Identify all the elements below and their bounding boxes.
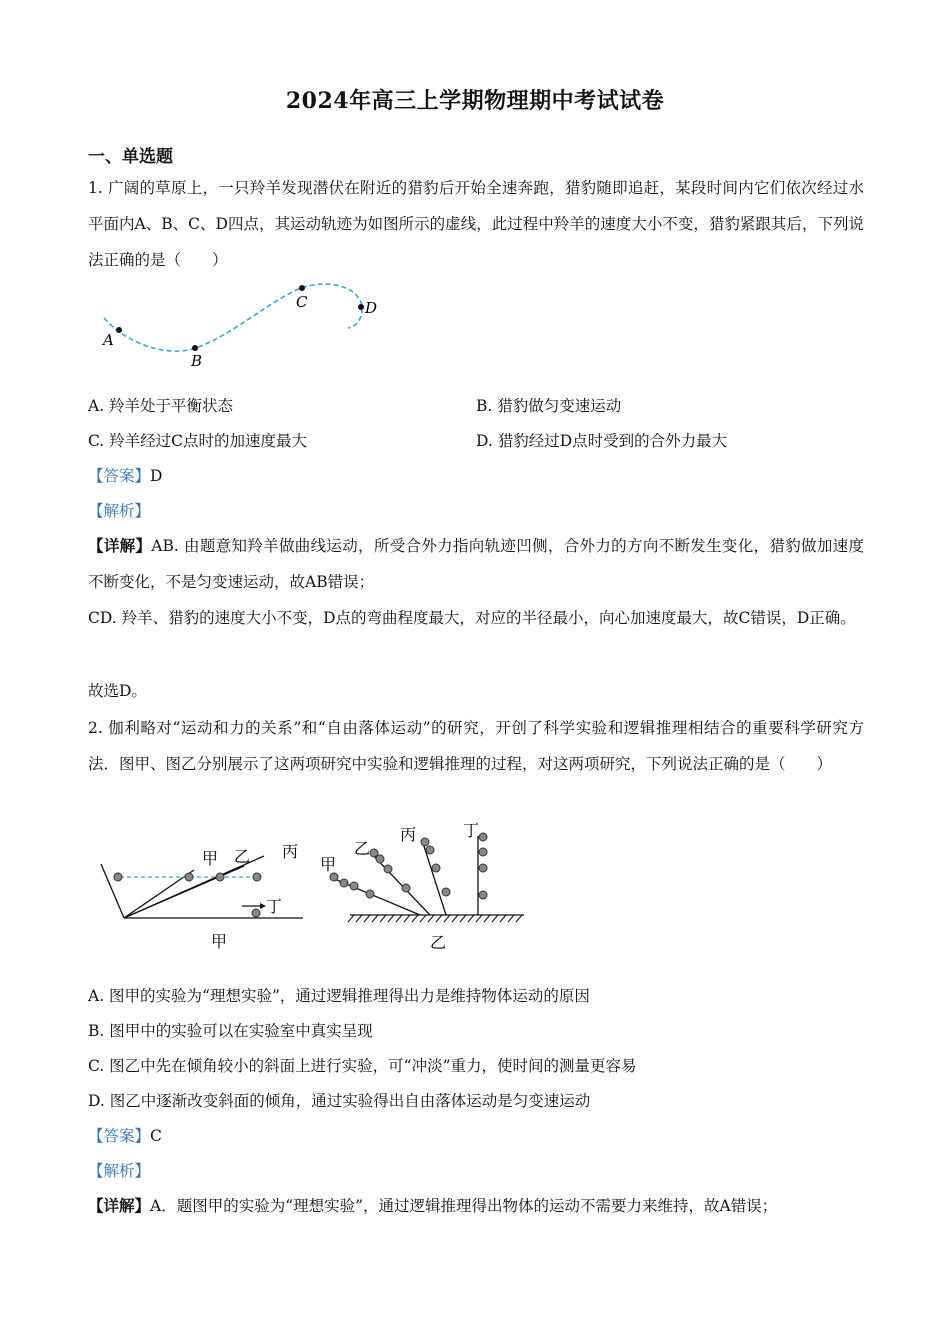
- ball: [402, 884, 410, 892]
- ball: [253, 873, 261, 881]
- ball: [114, 873, 122, 881]
- q1-detail-ab-text: AB. 由题意知羚羊做曲线运动，所受合外力指向轨迹凹侧，合外力的方向不断发生变化，猎豹做加速度不断变化，不是匀变速运动，故AB错误；: [88, 537, 864, 591]
- ball: [432, 864, 440, 872]
- ball: [376, 855, 384, 863]
- ball: [384, 865, 392, 873]
- ball: [216, 873, 224, 881]
- figure-label: 乙: [430, 933, 447, 952]
- label-a: A: [103, 331, 114, 349]
- q2-detail: [88, 1194, 777, 1218]
- section-heading: 一、单选题: [88, 147, 173, 167]
- figure-label: 甲: [202, 849, 219, 868]
- q2-option-d: D. 图乙中逐渐改变斜面的倾角，通过实验得出自由落体运动是匀变速运动: [88, 1092, 591, 1110]
- q2-analysis-tag: 【解析】: [88, 1162, 151, 1180]
- ball: [366, 890, 374, 898]
- q1-conclusion: 故选D。: [88, 682, 147, 700]
- q1-option-a: A. 羚羊处于平衡状态: [88, 397, 234, 415]
- figure-label: 丙: [282, 842, 299, 861]
- ball: [442, 888, 450, 896]
- page-title: 2024年高三上学期物理期中考试试卷: [285, 88, 665, 114]
- q2-answer: C: [150, 1127, 162, 1145]
- point-d: [358, 304, 364, 310]
- q1-detail-cd: CD. 羚羊、猎豹的速度大小不变，D点的弯曲程度最大，对应的半径最小，向心加速度最大，故C错误，D正确。: [88, 609, 856, 627]
- figure-label: 丁: [463, 821, 480, 840]
- q1-detail-tag: 【详解】: [88, 536, 152, 555]
- q1-stem: 1. 广阔的草原上，一只羚羊发现潜伏在附近的猎豹后开始全速奔跑，猎豹随即追赶，某段时间内它们依次经过水平面内A、B、C、D四点，其运动轨迹为如图所示的虚线，此过程中羚羊的速度大小不变，猎豹紧跟其后，下列说法正确的是（ ）: [88, 179, 864, 269]
- q2-detail-tag: 【详解】: [88, 1196, 151, 1215]
- q2-answer-tag: 【答案】: [88, 1127, 151, 1145]
- ball: [479, 833, 487, 841]
- q2-figure-yi: [318, 818, 528, 954]
- label-d: D: [365, 299, 378, 317]
- q2-detail-a: A．题图甲的实验为“理想实验”，通过逻辑推理得出物体的运动不需要力来维持，故A错误；: [150, 1197, 778, 1215]
- q1-trajectory-figure: [96, 278, 396, 370]
- q1-answer: D: [150, 467, 163, 485]
- q2-option-a: A. 图甲的实验为“理想实验”，通过逻辑推理得出力是维持物体运动的原因: [88, 987, 590, 1005]
- ball: [185, 873, 193, 881]
- point-b: [192, 345, 198, 351]
- q1-option-c: C. 羚羊经过C点时的加速度最大: [88, 432, 308, 450]
- q1-option-d: D. 猎豹经过D点时受到的合外力最大: [476, 432, 728, 450]
- point-c: [299, 285, 305, 291]
- q2-option-c: C. 图乙中先在倾角较小的斜面上进行实验，可“冲淡”重力，使时间的测量更容易: [88, 1057, 637, 1075]
- q2-stem: 2. 伽利略对“运动和力的关系”和“自由落体运动”的研究，开创了科学实验和逻辑推理相结合的重要科学研究方法．图甲、图乙分别展示了这两项研究中实验和逻辑推理的过程，对这两项研究，下列说法正确的是（ ）: [88, 719, 864, 773]
- q2-answer-row: [88, 1124, 162, 1148]
- ball: [340, 879, 348, 887]
- ball: [252, 909, 260, 917]
- label-b: B: [191, 352, 203, 370]
- ball: [330, 873, 338, 881]
- ball: [350, 882, 358, 890]
- q1-answer-row: [88, 464, 162, 488]
- ball: [370, 849, 378, 857]
- ball: [421, 838, 429, 846]
- figure-label: 丙: [400, 825, 417, 844]
- ball: [479, 848, 487, 856]
- point-a: [116, 327, 122, 333]
- q1-detail-ab: [88, 528, 864, 600]
- figure-label: 甲: [320, 855, 337, 874]
- q2-figure-jia: [96, 842, 318, 954]
- ball: [426, 846, 434, 854]
- q1-answer-tag: 【答案】: [88, 467, 151, 485]
- figure-label: 乙: [354, 839, 371, 858]
- label-c: C: [296, 293, 308, 311]
- ball: [479, 864, 487, 872]
- q1-option-b: B. 猎豹做匀变速运动: [476, 397, 622, 415]
- q1-analysis-tag: 【解析】: [88, 502, 151, 520]
- trajectory-curve: [104, 284, 362, 351]
- figure-label: 甲: [211, 932, 228, 951]
- figure-label: 丁: [266, 897, 283, 916]
- q2-option-b: B. 图甲中的实验可以在实验室中真实呈现: [88, 1022, 373, 1040]
- figure-label: 乙: [234, 847, 251, 866]
- ball: [479, 891, 487, 899]
